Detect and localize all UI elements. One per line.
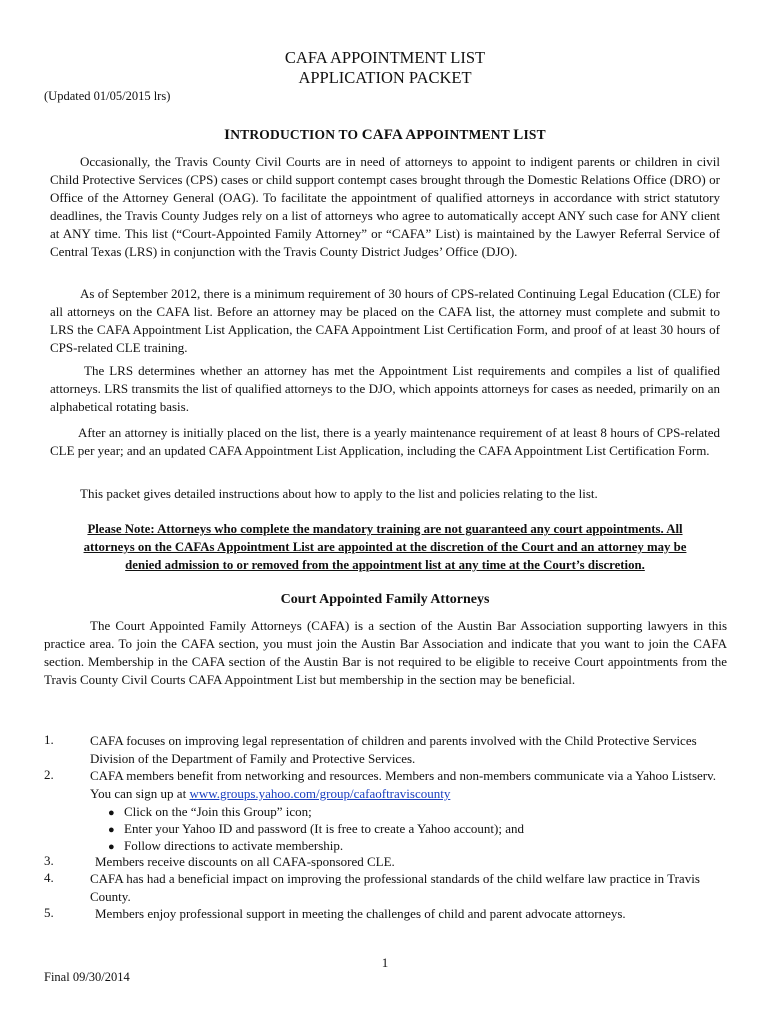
note-line-2: attorneys on the CAFAs Appointment List are appointed at the discretion of the Court and an attorney may be (83, 540, 687, 554)
note-line-3: denied admission to or removed from the appointment list at any time at the Court’s discretion. (125, 558, 645, 572)
bullet-item-2-text: Enter your Yahoo ID and password (It is free to create a Yahoo account); and (124, 821, 524, 836)
intro-heading (0, 127, 770, 144)
intro-paragraph-2: As of September 2012, there is a minimum requirement of 30 hours of CPS-related Continuing Legal Education (CLE) for all attorneys on the CAFA list. Before an attorney may be placed on the CAFA list, the attorney must complete and submit to LRS the CAFA Appointment List Application, the CAFA Appointment List Certification Form, and proof of at least 30 hours of CPS-related CLE training. (50, 286, 720, 355)
bullet-icon: ● (108, 807, 115, 819)
list-item-4-text: CAFA has had a beneficial impact on improving the professional standards of the child welfare law practice in Travis County. (90, 871, 700, 904)
updated-date: (Updated 01/05/2015 lrs) (44, 89, 171, 103)
list-item-1-number: 1. (44, 732, 54, 747)
intro-heading-part3: IST (523, 127, 546, 142)
list-item-2-text (90, 767, 720, 803)
intro-heading-cap-l: L (513, 127, 524, 143)
intro-paragraph-4: After an attorney is initially placed on the list, there is a yearly maintenance requirement of at least 8 hours of CPS-related CLE per year; and an updated CAFA Appointment List Application, including the CAFA Appointment List Certification Form. (50, 425, 720, 458)
footer-final-date: Final 09/30/2014 (44, 970, 130, 984)
document-title-line2: APPLICATION PACKET (298, 68, 472, 87)
page-number: 1 (381, 955, 389, 970)
bullet-item-3-text: Follow directions to activate membership. (124, 838, 344, 853)
bullet-icon: ● (108, 824, 115, 836)
cafa-section-heading: Court Appointed Family Attorneys (280, 592, 490, 607)
yahoo-group-link[interactable]: www.groups.yahoo.com/group/cafaoftraviscounty (189, 786, 451, 801)
list-item-4-number: 4. (44, 870, 54, 885)
intro-paragraph-3: The LRS determines whether an attorney has met the Appointment List requirements and compiles a list of qualified attorneys. LRS transmits the list of qualified attorneys to the DJO, which appoints attorneys for cases as needed, primarily on an alphabetical rotating basis. (50, 363, 720, 414)
intro-heading-part1: NTRODUCTION TO (230, 127, 362, 142)
intro-heading-part2: PPOINTMENT (416, 127, 514, 142)
list-item-2-number: 2. (44, 767, 54, 782)
list-item-5-number: 5. (44, 905, 54, 920)
bullet-icon: ● (108, 841, 115, 853)
intro-heading-cap-i: I (224, 127, 231, 143)
document-title-line1: CAFA APPOINTMENT LIST (284, 48, 486, 67)
list-item-5-text: Members enjoy professional support in meeting the challenges of child and parent advocate attorneys. (95, 906, 626, 921)
intro-paragraph-1: Occasionally, the Travis County Civil Courts are in need of attorneys to appoint to indigent parents or children in civil Child Protective Services (CPS) cases or child support contempt cases brought through the Domestic Relations Office (DRO) or Office of the Attorney General (OAG). To facilitate the appointment of qualified attorneys in accordance with strict statutory deadlines, the Travis County Judges rely on a list of attorneys who agree to automatically accept ANY such case for ANY client at ANY time. This list (“Court-Appointed Family Attorney” or “CAFA” List) is maintained by the Lawyer Referral Service of Central Texas (LRS) in conjunction with the Travis County District Judges’ Office (DJO). (50, 154, 720, 259)
cafa-section-paragraph: The Court Appointed Family Attorneys (CAFA) is a section of the Austin Bar Association supporting lawyers in this practice area. To join the CAFA section, you must join the Austin Bar Association and indicate that you want to join the CAFA section. Membership in the CAFA section of the Austin Bar is not required to be eligible to receive Court appointments from the Travis County Civil Courts CAFA Appointment List but membership in the section may be beneficial. (44, 618, 727, 687)
intro-heading-cafa: CAFA (361, 127, 403, 143)
list-item-3-text: Members receive discounts on all CAFA-sponsored CLE. (95, 854, 395, 869)
list-item-2-body: CAFA members benefit from networking and resources. Members and non-members communicate via a Yahoo Listserv. You can sign up at (90, 768, 717, 801)
list-item-1-text: CAFA focuses on improving legal representation of children and parents involved with the Child Protective Services Division of the Department of Family and Protective Services. (90, 733, 697, 766)
bullet-item-1-text: Click on the “Join this Group” icon; (124, 804, 312, 819)
intro-paragraph-5: This packet gives detailed instructions about how to apply to the list and policies relating to the list. (80, 486, 598, 501)
note-line-1: Please Note: Attorneys who complete the mandatory training are not guaranteed any court appointments. All (87, 522, 683, 536)
list-item-3-number: 3. (44, 853, 54, 868)
intro-heading-cap-a: A (402, 127, 417, 143)
